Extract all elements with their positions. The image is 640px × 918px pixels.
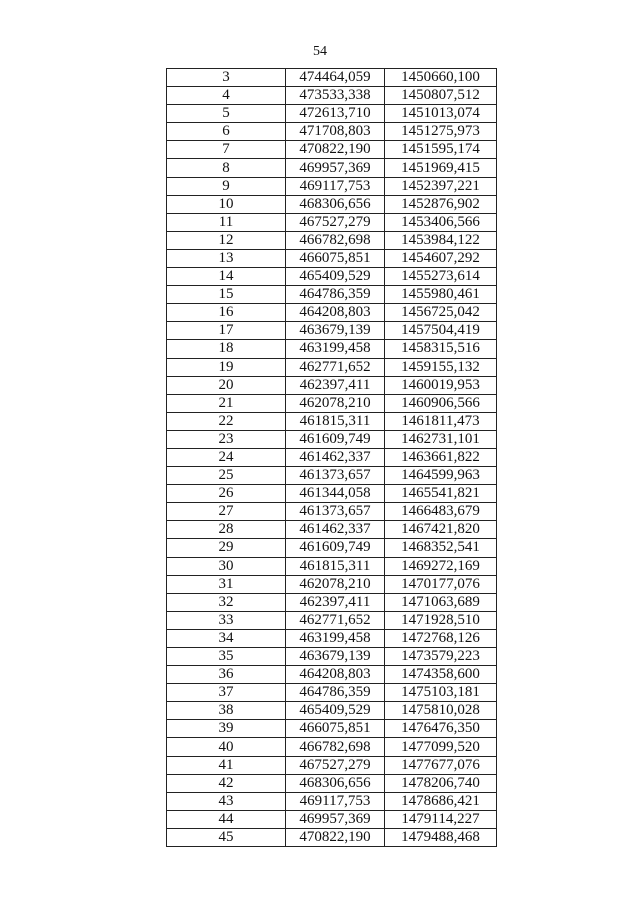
point-number-cell: 4 bbox=[167, 87, 286, 105]
x-coordinate-cell: 461609,749 bbox=[286, 430, 385, 448]
table-row bbox=[167, 521, 497, 539]
table-row bbox=[167, 123, 497, 141]
table-row bbox=[167, 412, 497, 430]
page-number: 54 bbox=[313, 44, 327, 59]
point-number-cell: 33 bbox=[167, 611, 286, 629]
table-row bbox=[167, 105, 497, 123]
point-number-cell: 13 bbox=[167, 249, 286, 267]
table-row bbox=[167, 177, 497, 195]
x-coordinate-cell: 465409,529 bbox=[286, 268, 385, 286]
point-number-cell: 39 bbox=[167, 720, 286, 738]
point-number-cell: 14 bbox=[167, 268, 286, 286]
point-number-cell: 45 bbox=[167, 828, 286, 846]
x-coordinate-cell: 469957,369 bbox=[286, 810, 385, 828]
table-row bbox=[167, 774, 497, 792]
y-coordinate-cell: 1452397,221 bbox=[385, 177, 497, 195]
y-coordinate-cell: 1454607,292 bbox=[385, 249, 497, 267]
point-number-cell: 5 bbox=[167, 105, 286, 123]
table-row bbox=[167, 828, 497, 846]
y-coordinate-cell: 1451969,415 bbox=[385, 159, 497, 177]
y-coordinate-cell: 1462731,101 bbox=[385, 430, 497, 448]
point-number-cell: 21 bbox=[167, 394, 286, 412]
table-row bbox=[167, 448, 497, 466]
point-number-cell: 16 bbox=[167, 304, 286, 322]
point-number-cell: 36 bbox=[167, 666, 286, 684]
point-number-cell: 9 bbox=[167, 177, 286, 195]
table-row bbox=[167, 231, 497, 249]
y-coordinate-cell: 1475810,028 bbox=[385, 702, 497, 720]
table-row bbox=[167, 358, 497, 376]
table-row bbox=[167, 340, 497, 358]
y-coordinate-cell: 1477677,076 bbox=[385, 756, 497, 774]
x-coordinate-cell: 469117,753 bbox=[286, 792, 385, 810]
x-coordinate-cell: 466782,698 bbox=[286, 231, 385, 249]
x-coordinate-cell: 464786,359 bbox=[286, 684, 385, 702]
x-coordinate-cell: 464786,359 bbox=[286, 286, 385, 304]
y-coordinate-cell: 1450660,100 bbox=[385, 69, 497, 87]
table-row bbox=[167, 430, 497, 448]
table-row bbox=[167, 159, 497, 177]
table-row bbox=[167, 557, 497, 575]
table-row bbox=[167, 394, 497, 412]
y-coordinate-cell: 1479488,468 bbox=[385, 828, 497, 846]
table-row bbox=[167, 539, 497, 557]
table-row bbox=[167, 467, 497, 485]
y-coordinate-cell: 1470177,076 bbox=[385, 575, 497, 593]
y-coordinate-cell: 1469272,169 bbox=[385, 557, 497, 575]
y-coordinate-cell: 1463661,822 bbox=[385, 448, 497, 466]
y-coordinate-cell: 1479114,227 bbox=[385, 810, 497, 828]
x-coordinate-cell: 467527,279 bbox=[286, 756, 385, 774]
y-coordinate-cell: 1453406,566 bbox=[385, 213, 497, 231]
point-number-cell: 20 bbox=[167, 376, 286, 394]
point-number-cell: 11 bbox=[167, 213, 286, 231]
y-coordinate-cell: 1474358,600 bbox=[385, 666, 497, 684]
table-row bbox=[167, 792, 497, 810]
point-number-cell: 18 bbox=[167, 340, 286, 358]
point-number-cell: 42 bbox=[167, 774, 286, 792]
y-coordinate-cell: 1457504,419 bbox=[385, 322, 497, 340]
table-row bbox=[167, 756, 497, 774]
point-number-cell: 3 bbox=[167, 69, 286, 87]
x-coordinate-cell: 463679,139 bbox=[286, 648, 385, 666]
x-coordinate-cell: 473533,338 bbox=[286, 87, 385, 105]
x-coordinate-cell: 462397,411 bbox=[286, 593, 385, 611]
point-number-cell: 7 bbox=[167, 141, 286, 159]
y-coordinate-cell: 1466483,679 bbox=[385, 503, 497, 521]
x-coordinate-cell: 471708,803 bbox=[286, 123, 385, 141]
x-coordinate-cell: 468306,656 bbox=[286, 195, 385, 213]
table-row bbox=[167, 268, 497, 286]
table-body bbox=[167, 69, 497, 847]
table-row bbox=[167, 648, 497, 666]
y-coordinate-cell: 1460019,953 bbox=[385, 376, 497, 394]
x-coordinate-cell: 463199,458 bbox=[286, 340, 385, 358]
point-number-cell: 27 bbox=[167, 503, 286, 521]
point-number-cell: 29 bbox=[167, 539, 286, 557]
y-coordinate-cell: 1472768,126 bbox=[385, 629, 497, 647]
point-number-cell: 41 bbox=[167, 756, 286, 774]
table-row bbox=[167, 376, 497, 394]
y-coordinate-cell: 1453984,122 bbox=[385, 231, 497, 249]
point-number-cell: 25 bbox=[167, 467, 286, 485]
point-number-cell: 6 bbox=[167, 123, 286, 141]
point-number-cell: 19 bbox=[167, 358, 286, 376]
table-row bbox=[167, 249, 497, 267]
y-coordinate-cell: 1461811,473 bbox=[385, 412, 497, 430]
y-coordinate-cell: 1476476,350 bbox=[385, 720, 497, 738]
x-coordinate-cell: 461373,657 bbox=[286, 467, 385, 485]
x-coordinate-cell: 462078,210 bbox=[286, 575, 385, 593]
table-row bbox=[167, 684, 497, 702]
x-coordinate-cell: 462771,652 bbox=[286, 611, 385, 629]
y-coordinate-cell: 1451595,174 bbox=[385, 141, 497, 159]
x-coordinate-cell: 469117,753 bbox=[286, 177, 385, 195]
point-number-cell: 32 bbox=[167, 593, 286, 611]
point-number-cell: 35 bbox=[167, 648, 286, 666]
table-row bbox=[167, 720, 497, 738]
table-row bbox=[167, 629, 497, 647]
y-coordinate-cell: 1459155,132 bbox=[385, 358, 497, 376]
x-coordinate-cell: 474464,059 bbox=[286, 69, 385, 87]
x-coordinate-cell: 463679,139 bbox=[286, 322, 385, 340]
point-number-cell: 37 bbox=[167, 684, 286, 702]
table-row bbox=[167, 738, 497, 756]
table-row bbox=[167, 322, 497, 340]
table-row bbox=[167, 611, 497, 629]
point-number-cell: 40 bbox=[167, 738, 286, 756]
y-coordinate-cell: 1460906,566 bbox=[385, 394, 497, 412]
point-number-cell: 38 bbox=[167, 702, 286, 720]
y-coordinate-cell: 1452876,902 bbox=[385, 195, 497, 213]
x-coordinate-cell: 466782,698 bbox=[286, 738, 385, 756]
y-coordinate-cell: 1465541,821 bbox=[385, 485, 497, 503]
x-coordinate-cell: 470822,190 bbox=[286, 141, 385, 159]
table-row bbox=[167, 69, 497, 87]
y-coordinate-cell: 1467421,820 bbox=[385, 521, 497, 539]
x-coordinate-cell: 461373,657 bbox=[286, 503, 385, 521]
point-number-cell: 23 bbox=[167, 430, 286, 448]
y-coordinate-cell: 1458315,516 bbox=[385, 340, 497, 358]
point-number-cell: 34 bbox=[167, 629, 286, 647]
table-row bbox=[167, 286, 497, 304]
point-number-cell: 17 bbox=[167, 322, 286, 340]
x-coordinate-cell: 466075,851 bbox=[286, 249, 385, 267]
x-coordinate-cell: 461609,749 bbox=[286, 539, 385, 557]
x-coordinate-cell: 467527,279 bbox=[286, 213, 385, 231]
point-number-cell: 28 bbox=[167, 521, 286, 539]
point-number-cell: 22 bbox=[167, 412, 286, 430]
x-coordinate-cell: 462771,652 bbox=[286, 358, 385, 376]
y-coordinate-cell: 1456725,042 bbox=[385, 304, 497, 322]
y-coordinate-cell: 1471928,510 bbox=[385, 611, 497, 629]
table-row bbox=[167, 810, 497, 828]
x-coordinate-cell: 463199,458 bbox=[286, 629, 385, 647]
x-coordinate-cell: 468306,656 bbox=[286, 774, 385, 792]
x-coordinate-cell: 461815,311 bbox=[286, 412, 385, 430]
x-coordinate-cell: 464208,803 bbox=[286, 666, 385, 684]
table-row bbox=[167, 666, 497, 684]
x-coordinate-cell: 461815,311 bbox=[286, 557, 385, 575]
table-row bbox=[167, 593, 497, 611]
table-row bbox=[167, 141, 497, 159]
y-coordinate-cell: 1473579,223 bbox=[385, 648, 497, 666]
table-row bbox=[167, 702, 497, 720]
x-coordinate-cell: 465409,529 bbox=[286, 702, 385, 720]
x-coordinate-cell: 461462,337 bbox=[286, 448, 385, 466]
table-row bbox=[167, 485, 497, 503]
y-coordinate-cell: 1455980,461 bbox=[385, 286, 497, 304]
point-number-cell: 10 bbox=[167, 195, 286, 213]
point-number-cell: 26 bbox=[167, 485, 286, 503]
point-number-cell: 12 bbox=[167, 231, 286, 249]
table-row bbox=[167, 575, 497, 593]
table-row bbox=[167, 195, 497, 213]
x-coordinate-cell: 466075,851 bbox=[286, 720, 385, 738]
point-number-cell: 44 bbox=[167, 810, 286, 828]
y-coordinate-cell: 1478686,421 bbox=[385, 792, 497, 810]
x-coordinate-cell: 461462,337 bbox=[286, 521, 385, 539]
table-row bbox=[167, 213, 497, 231]
x-coordinate-cell: 462397,411 bbox=[286, 376, 385, 394]
y-coordinate-cell: 1450807,512 bbox=[385, 87, 497, 105]
table-row bbox=[167, 503, 497, 521]
y-coordinate-cell: 1477099,520 bbox=[385, 738, 497, 756]
y-coordinate-cell: 1451013,074 bbox=[385, 105, 497, 123]
x-coordinate-cell: 472613,710 bbox=[286, 105, 385, 123]
y-coordinate-cell: 1451275,973 bbox=[385, 123, 497, 141]
table-row bbox=[167, 304, 497, 322]
y-coordinate-cell: 1475103,181 bbox=[385, 684, 497, 702]
y-coordinate-cell: 1478206,740 bbox=[385, 774, 497, 792]
point-number-cell: 30 bbox=[167, 557, 286, 575]
point-number-cell: 8 bbox=[167, 159, 286, 177]
x-coordinate-cell: 462078,210 bbox=[286, 394, 385, 412]
point-number-cell: 24 bbox=[167, 448, 286, 466]
coordinates-table bbox=[166, 68, 497, 847]
x-coordinate-cell: 469957,369 bbox=[286, 159, 385, 177]
point-number-cell: 43 bbox=[167, 792, 286, 810]
x-coordinate-cell: 464208,803 bbox=[286, 304, 385, 322]
y-coordinate-cell: 1455273,614 bbox=[385, 268, 497, 286]
table-row bbox=[167, 87, 497, 105]
y-coordinate-cell: 1471063,689 bbox=[385, 593, 497, 611]
x-coordinate-cell: 461344,058 bbox=[286, 485, 385, 503]
y-coordinate-cell: 1464599,963 bbox=[385, 467, 497, 485]
point-number-cell: 15 bbox=[167, 286, 286, 304]
point-number-cell: 31 bbox=[167, 575, 286, 593]
x-coordinate-cell: 470822,190 bbox=[286, 828, 385, 846]
y-coordinate-cell: 1468352,541 bbox=[385, 539, 497, 557]
